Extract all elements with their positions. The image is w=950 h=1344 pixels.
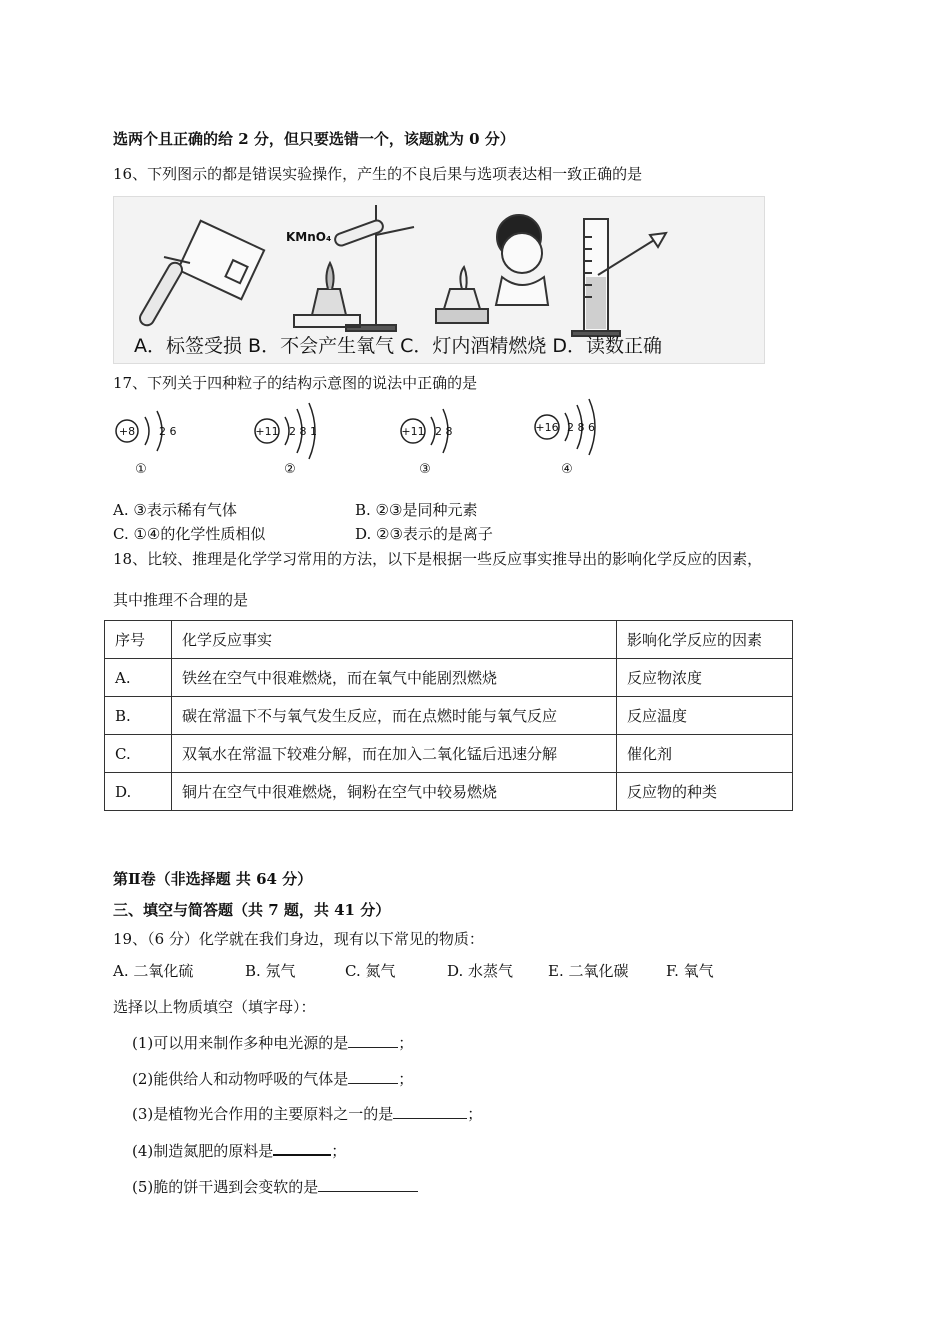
table-row [105,773,793,811]
table-cell: C. [105,735,172,773]
q19-item-1-suffix: ； [398,1034,414,1052]
answer-blank-1[interactable] [348,1047,398,1048]
heating-stand-figure [294,205,414,331]
q19-item-4-text: (4)制造氮肥的原料是 [132,1142,274,1160]
particle-1-nucleus: +8 [118,425,136,438]
table-cell: 反应温度 [617,697,793,735]
particle-3-diagram [401,409,453,477]
table-row [105,697,793,735]
q19-item-3-text: (3)是植物光合作用的主要原料之一的是 [132,1105,394,1123]
kmno4-label: KMnO₄ [286,230,332,244]
particle-3-nucleus: +11 [401,425,425,438]
particle-2-diagram [255,403,317,477]
question-18-stem-line1: 18、比较、推理是化学学习常用的方法，以下是根据一些反应事实推导出的影响化学反应的因素， [113,550,763,568]
q16-experiment-image [113,196,765,364]
q19-item-5 [132,1176,418,1197]
particle-4-diagram [535,399,595,477]
girl-alcohol-lamp-figure [436,215,548,323]
q19-item-3 [132,1103,482,1124]
particle-1-electrons: 2 6 [159,425,177,438]
particle-1-label: ① [135,462,147,477]
scoring-note: 选两个且正确的给 2 分，但只要选错一个，该题就为 0 分） [113,130,515,148]
q17-option-a: A. ③表示稀有气体 [113,501,237,519]
table-cell: 碳在常温下不与氧气发生反应，而在点燃时能与氧气反应 [172,697,617,735]
substance-b: B. 氖气 [245,962,296,980]
question-17-stem: 17、下列关于四种粒子的结构示意图的说法中正确的是 [113,374,478,392]
question-16-stem: 16、下列图示的都是错误实验操作，产生的不良后果与选项表达相一致正确的是 [113,165,643,183]
q19-item-2-text: (2)能供给人和动物呼吸的气体是 [132,1070,349,1088]
particle-4-nucleus: +16 [535,421,559,434]
particle-2-nucleus: +11 [255,425,279,438]
question-19-stem: 19、（6 分）化学就在我们身边，现有以下常见的物质： [113,930,484,948]
table-cell: 反应物的种类 [617,773,793,811]
section-3-title: 三、填空与简答题（共 7 题，共 41 分） [113,901,391,919]
substance-d: D. 水蒸气 [447,962,514,980]
table-cell: 反应物浓度 [617,659,793,697]
q16-option-labels: A．标签受损 B．不会产生氧气 C．灯内酒精燃烧 D．读数正确 [134,335,663,357]
particle-4-electrons: 2 8 6 [567,421,595,434]
particle-1-diagram [116,411,177,477]
particle-2-label: ② [284,462,296,477]
table-header-cell: 影响化学反应的因素 [617,621,793,659]
table-cell: 铁丝在空气中很难燃烧，而在氧气中能剧烈燃烧 [172,659,617,697]
table-header-cell: 序号 [105,621,172,659]
q19-item-5-text: (5)脆的饼干遇到会变软的是 [132,1178,319,1196]
substance-c: C. 氮气 [345,962,396,980]
substance-f: F. 氧气 [666,962,714,980]
q19-item-4-suffix: ； [331,1142,347,1160]
table-cell: 双氧水在常温下较难分解，而在加入二氧化锰后迅速分解 [172,735,617,773]
answer-blank-5[interactable] [318,1191,418,1192]
table-header-row [105,621,793,659]
table-cell: 铜片在空气中很难燃烧，铜粉在空气中较易燃烧 [172,773,617,811]
table-cell: 催化剂 [617,735,793,773]
answer-blank-3[interactable] [393,1118,467,1119]
q17-option-d: D. ②③表示的是离子 [355,525,493,543]
particle-3-label: ③ [419,462,431,477]
particle-diagrams [113,393,633,483]
question-18-stem-line2: 其中推理不合理的是 [113,591,249,609]
q17-option-c: C. ①④的化学性质相似 [113,525,266,543]
particle-4-label: ④ [561,462,573,477]
table-row [105,659,793,697]
substance-e: E. 二氧化碳 [548,962,629,980]
pouring-bottle-figure [137,221,264,328]
q19-instruction: 选择以上物质填空（填字母）： [113,998,316,1016]
q19-item-1-text: (1)可以用来制作多种电光源的是 [132,1034,349,1052]
q19-item-1 [132,1032,413,1053]
q17-option-b: B. ②③是同种元素 [355,501,478,519]
answer-blank-4[interactable] [273,1154,331,1156]
particle-3-electrons: 2 8 [435,425,453,438]
table-header-cell: 化学反应事实 [172,621,617,659]
q19-item-4 [132,1140,346,1161]
part-2-title: 第Ⅱ卷（非选择题 共 64 分） [113,870,313,888]
substance-a: A. 二氧化硫 [113,962,194,980]
table-row [105,735,793,773]
table-cell: D. [105,773,172,811]
answer-blank-2[interactable] [348,1083,398,1084]
particle-2-electrons: 2 8 1 [289,425,317,438]
q19-item-3-suffix: ； [467,1105,483,1123]
measuring-cylinder-figure [572,219,666,336]
q18-table [104,620,793,811]
q19-item-2 [132,1068,413,1089]
table-cell: A. [105,659,172,697]
table-cell: B. [105,697,172,735]
q19-item-2-suffix: ； [398,1070,414,1088]
